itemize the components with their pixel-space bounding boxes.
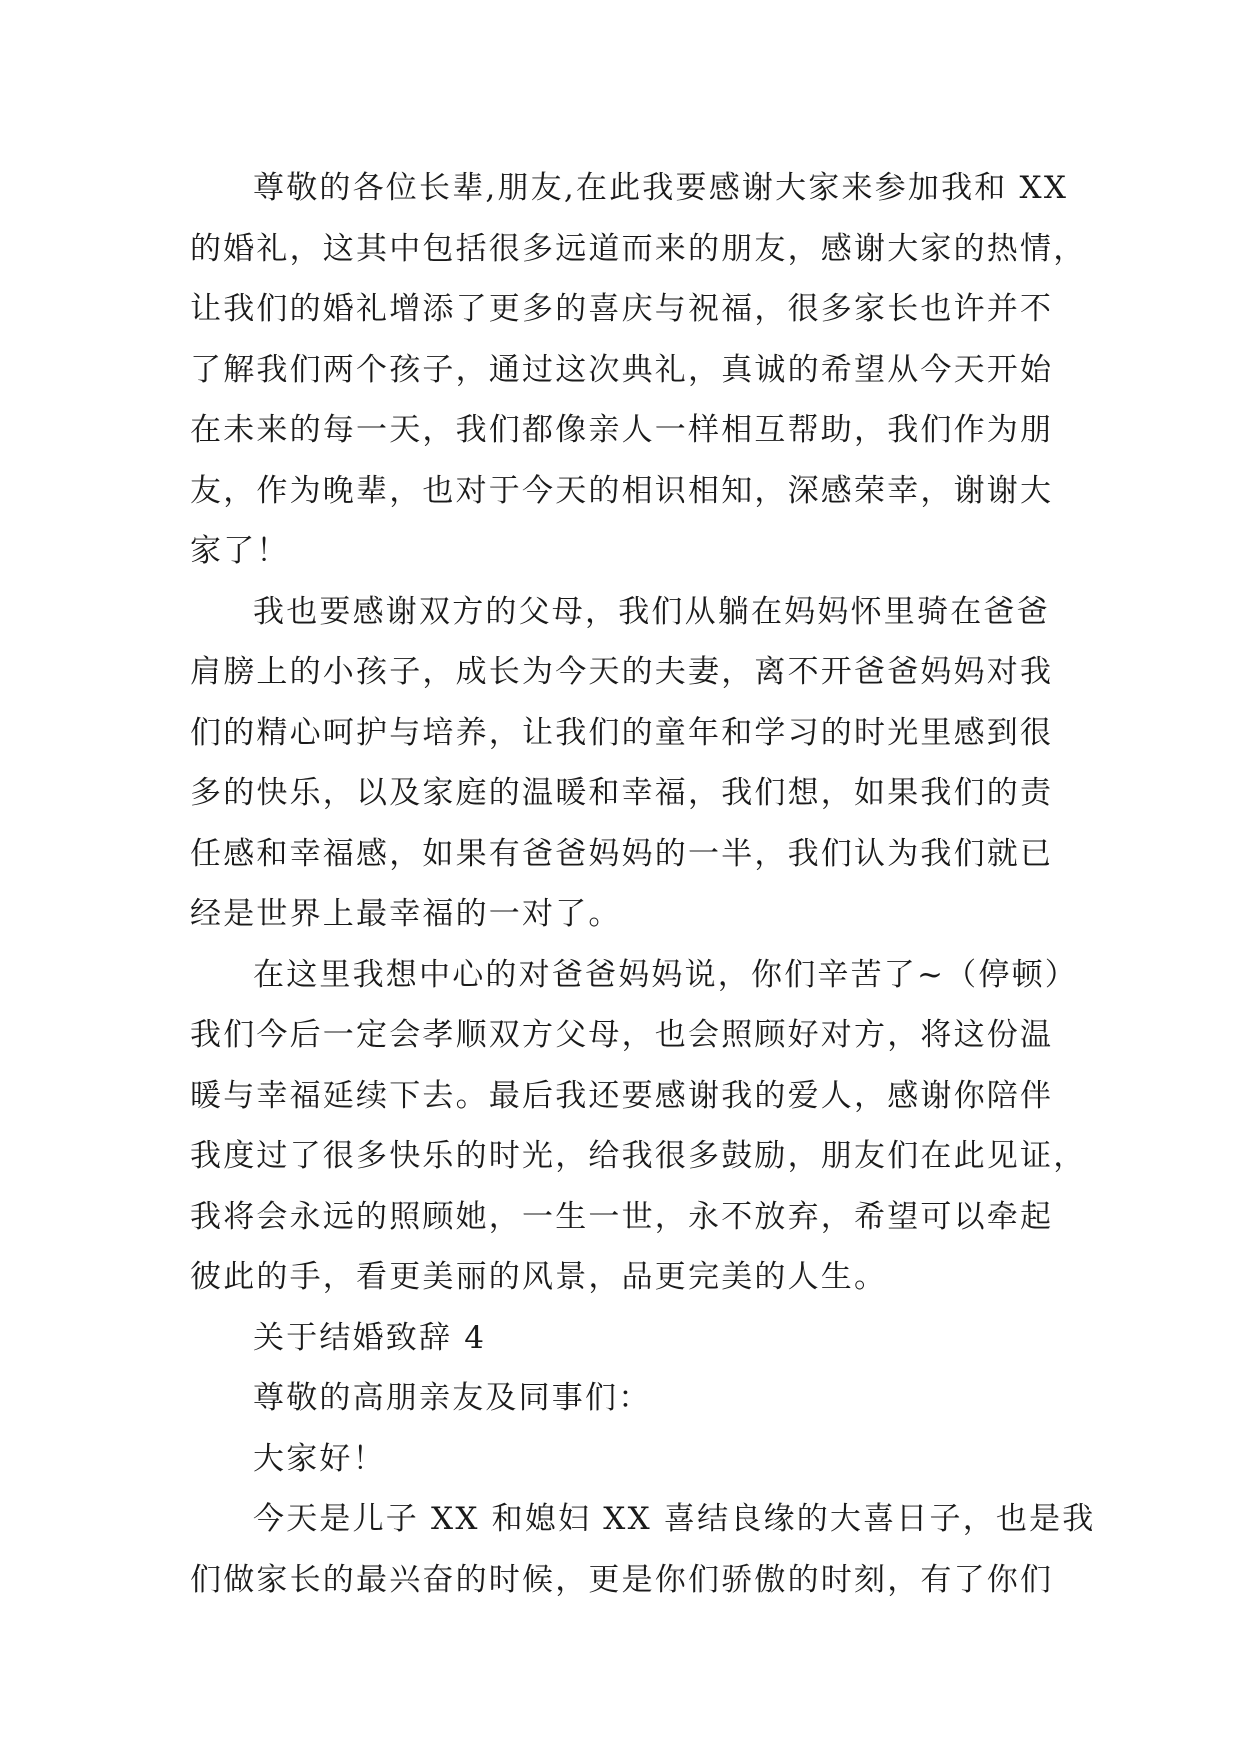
text-line: 的婚礼，这其中包括很多远道而来的朋友，感谢大家的热情， [190,230,1087,267]
text-line: 在未来的每一天，我们都像亲人一样相互帮助，我们作为朋 [190,412,1054,448]
text-line: 让我们的婚礼增添了更多的喜庆与祝福，很多家长也许并不 [190,291,1054,327]
text-line: 今天是儿子 XX 和媳妇 XX 喜结良缘的大喜日子，也是我 [253,1501,1096,1537]
text-line: 家了！ [190,533,290,569]
section-heading: 关于结婚致辞 4 [253,1319,487,1356]
text-line: 们的精心呵护与培养，让我们的童年和学习的时光里感到很 [190,714,1054,751]
text-line: 彼此的手，看更美丽的风景，品更完美的人生。 [190,1259,888,1295]
salutation: 尊敬的高朋亲友及同事们： [253,1380,652,1416]
text-line: 任感和幸福感，如果有爸爸妈妈的一半，我们认为我们就已 [190,835,1054,872]
text-line: 多的快乐，以及家庭的温暖和幸福，我们想，如果我们的责 [190,775,1054,811]
text-line: 经是世界上最幸福的一对了。 [190,896,622,932]
greeting: 大家好！ [253,1440,386,1477]
text-line: 们做家长的最兴奋的时候，更是你们骄傲的时刻，有了你们 [190,1561,1054,1598]
text-line: 友，作为晚辈，也对于今天的相识相知，深感荣幸，谢谢大 [190,472,1054,509]
text-line: 肩膀上的小孩子，成长为今天的夫妻，离不开爸爸妈妈对我 [190,654,1054,690]
document-body [190,158,1096,1610]
text-line: 我们今后一定会孝顺双方父母，也会照顾好对方，将这份温 [190,1017,1054,1053]
text-line: 我度过了很多快乐的时光，给我很多鼓励，朋友们在此见证， [190,1138,1087,1174]
text-line: 尊敬的各位长辈,朋友,在此我要感谢大家来参加我和 XX [253,170,1069,206]
text-line: 暖与幸福延续下去。最后我还要感谢我的爱人，感谢你陪伴 [190,1077,1054,1114]
text-line: 我将会永远的照顾她，一生一世，永不放弃，希望可以牵起 [190,1198,1054,1235]
text-line: 了解我们两个孩子，通过这次典礼，真诚的希望从今天开始 [190,351,1054,388]
text-line: 我也要感谢双方的父母，我们从躺在妈妈怀里骑在爸爸 [253,593,1050,630]
text-line: 在这里我想中心的对爸爸妈妈说，你们辛苦了~（停顿） [253,956,1078,993]
